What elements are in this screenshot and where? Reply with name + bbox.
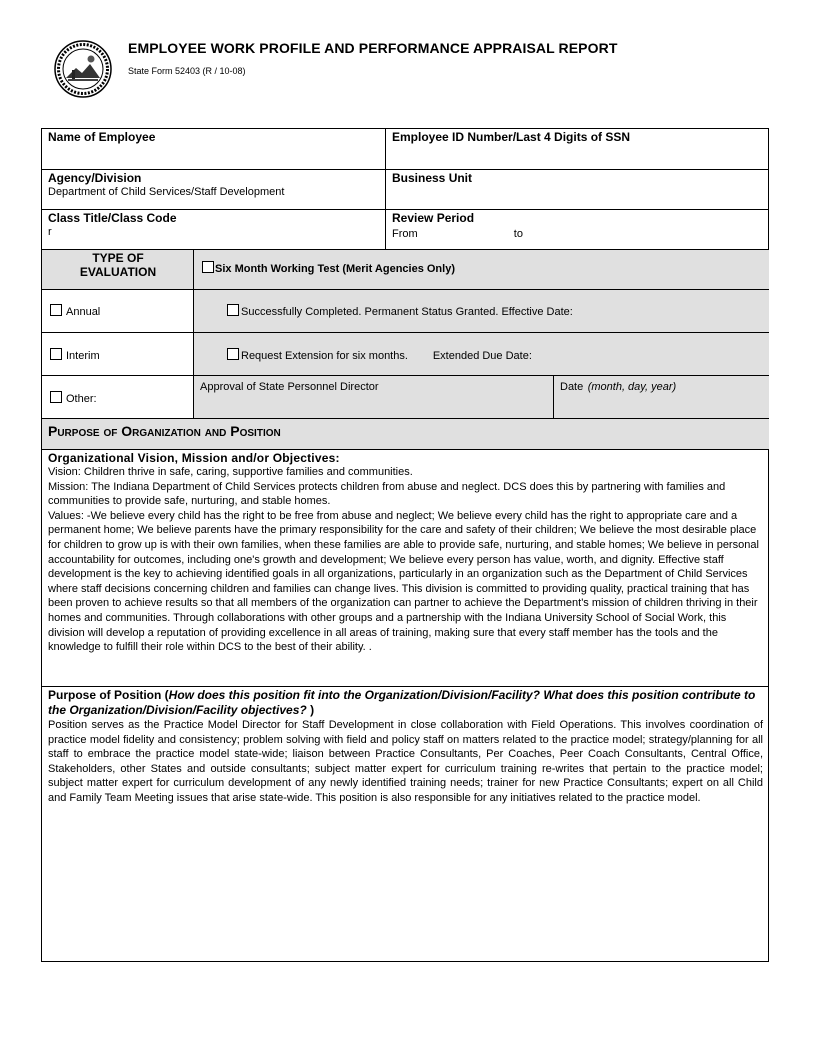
employee-id-label: Employee ID Number/Last 4 Digits of SSN	[392, 130, 631, 144]
org-vision-heading: Organizational Vision, Mission and/or Objectives:	[48, 451, 340, 465]
class-title-value: r	[48, 226, 52, 238]
agency-value: Department of Child Services/Staff Development	[48, 186, 285, 198]
date-label: Date	[560, 381, 584, 393]
appraisal-form	[41, 128, 769, 962]
annual-option[interactable]	[42, 289, 194, 333]
class-title-cell[interactable]	[42, 209, 386, 250]
annual-label: Annual	[66, 306, 101, 318]
employee-name-label: Name of Employee	[48, 130, 156, 144]
approval-date-cell[interactable]	[553, 375, 769, 419]
other-checkbox[interactable]	[50, 391, 62, 403]
evaluation-type-label-line2: EVALUATION	[79, 265, 157, 279]
completed-option[interactable]	[193, 289, 769, 333]
review-period-label: Review Period	[392, 211, 475, 225]
purpose-section-header	[42, 418, 769, 450]
extension-checkbox[interactable]	[227, 348, 239, 360]
from-label: From	[392, 228, 418, 240]
approval-cell[interactable]	[193, 375, 554, 419]
vision-text: Vision: Children thrive in safe, caring, supportive families and communities.	[48, 466, 413, 478]
position-purpose-cell[interactable]	[42, 686, 769, 962]
business-unit-cell[interactable]	[385, 169, 769, 210]
review-period-cell[interactable]	[385, 209, 769, 250]
mission-text: Mission: The Indiana Department of Child Services protects children from abuse and neglect. DCS does this by partnering with families and communities to provide safe, nurturing, and stable homes.	[48, 480, 726, 508]
form-number: State Form 52403 (R / 10-08)	[128, 66, 246, 76]
completed-label: Successfully Completed. Permanent Status Granted. Effective Date:	[241, 306, 573, 318]
extended-due-label: Extended Due Date:	[432, 350, 532, 362]
six-month-option[interactable]	[193, 249, 769, 290]
six-month-checkbox[interactable]	[202, 261, 214, 273]
evaluation-type-header	[42, 249, 194, 290]
agency-cell[interactable]	[42, 169, 386, 210]
position-heading-close: )	[306, 703, 315, 717]
interim-option[interactable]	[42, 332, 194, 376]
approval-label: Approval of State Personnel Director	[200, 381, 379, 393]
interim-label: Interim	[66, 350, 100, 362]
evaluation-type-label-line1: TYPE OF	[92, 251, 144, 265]
date-hint: (month, day, year)	[587, 381, 677, 393]
other-label: Other:	[66, 393, 97, 405]
position-text: Position serves as the Practice Model Director for Staff Development in close collaboration with Field Operations. This involves coordination of practice model fidelity and consistency; problem solving with field and policy staff on matters related to the practice model; strategy/planning for all staff to embrace the practice model state-wide; liaison between Practice Consultants, Per Coaches, Peer Coach Consultants, Central Office, Stakeholders, other States and outside consultants; subject matter expert for curriculum training re-writes that pertain to the practice model; subject matter expert for curriculum development of any newly identified training needs; trainer for new Practice Consultants; expert on all Child and Family Team Meeting issues that arise state-wide. This position is also responsible for any initiatives related to the practice model.	[48, 719, 763, 804]
to-label: to	[513, 228, 523, 240]
agency-label: Agency/Division	[48, 171, 142, 185]
state-seal-logo	[54, 40, 112, 98]
position-heading: Purpose of Position (	[48, 688, 169, 702]
position-question: How does this position fit into the Organization/Division/Facility? What does this position contribute to the Organization/Division/Facility objectives?	[48, 688, 756, 717]
annual-checkbox[interactable]	[50, 304, 62, 316]
extension-option[interactable]	[193, 332, 769, 376]
employee-id-cell[interactable]	[385, 129, 769, 170]
employee-name-cell[interactable]	[42, 129, 386, 170]
class-title-label: Class Title/Class Code	[48, 211, 177, 225]
completed-checkbox[interactable]	[227, 304, 239, 316]
other-option[interactable]	[42, 375, 194, 419]
interim-checkbox[interactable]	[50, 348, 62, 360]
business-unit-label: Business Unit	[392, 171, 473, 185]
extension-label: Request Extension for six months.	[241, 350, 408, 362]
purpose-section-title: Purpose of Organization and Position	[48, 423, 281, 439]
six-month-label: Six Month Working Test (Merit Agencies Only)	[215, 263, 455, 275]
values-text: Values: -We believe every child has the right to be free from abuse and neglect; We believe every child has the right to appropriate care and a permanent home; We believe parents have the primary responsibility for the care and safety of their children; We believe the most desirable place for children to grow up is with their own families, when these families are able to provide safe, nurturing, and stable homes; We believe in personal accountability for outcomes, including one's growth and development; We believe every person has value, worth, and dignity. Effective staff development is the key to achieving identified goals in all organizations, particularly in an organization such as the Department of Child Services where staff decisions concerning children and families can change lives. This division is committed to providing quality, practical training that has been proven to achieve results so that all members of the organization can partner to achieve the Department's mission of children thriving in their homes and communities. Through collaborations with other groups and a partnership with the Indiana University School of Social Work, this division will develop a reputation of providing excellence in all areas of training, making sure that every staff member has the tools and the knowledge to fulfill their role within DCS to the best of their ability. .	[48, 509, 759, 654]
org-vision-cell[interactable]	[42, 449, 769, 687]
form-title: EMPLOYEE WORK PROFILE AND PERFORMANCE APPRAISAL REPORT	[128, 40, 618, 56]
